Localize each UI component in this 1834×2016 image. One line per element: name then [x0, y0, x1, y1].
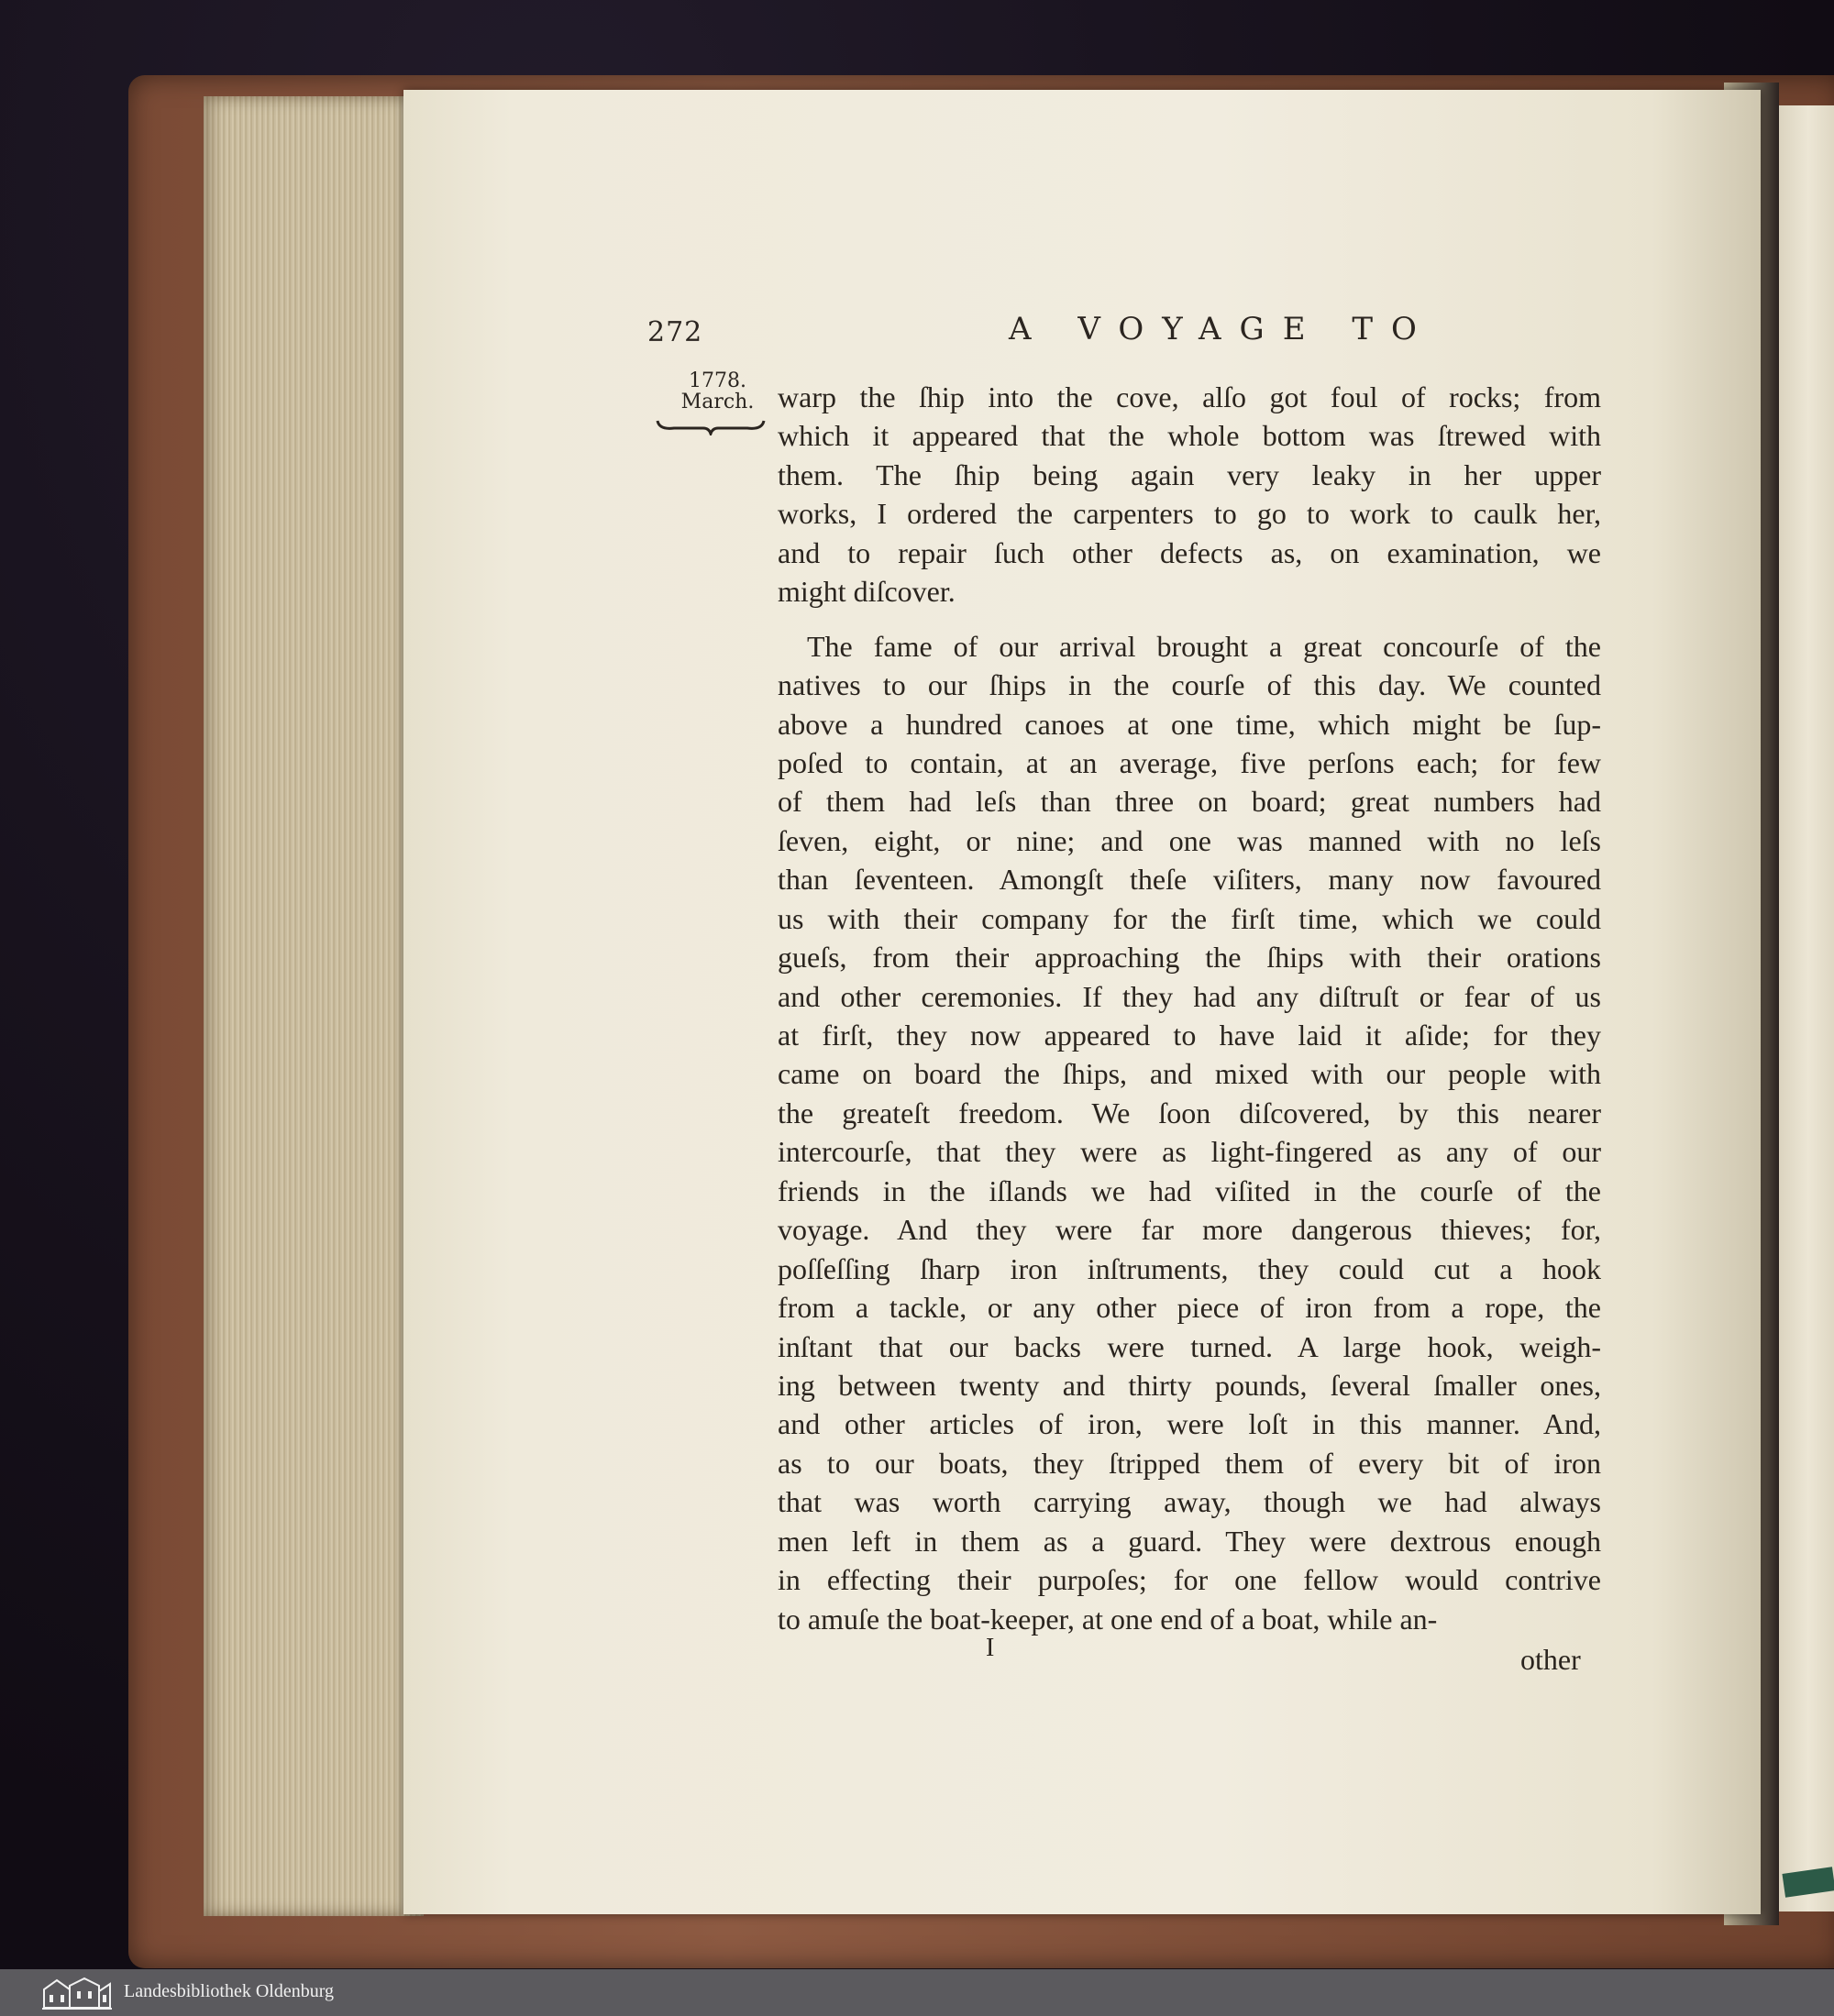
- text-line: came on board the ſhips, and mixed with our people with: [778, 1057, 1601, 1091]
- text-line: and to repair ſuch other defects as, on examination, we: [778, 535, 1601, 569]
- page-number: 272: [647, 316, 703, 348]
- text-line: above a hundred canoes at one time, which might be ſup-: [778, 707, 1601, 741]
- text-line: friends in the iſlands we had viſited in the courſe of the: [778, 1173, 1601, 1207]
- text-line: works, I ordered the carpenters to go to work to caulk her,: [778, 497, 1601, 531]
- paragraph-2: [778, 627, 1601, 1638]
- library-building-icon: [40, 1975, 114, 2011]
- text-line: than ſeventeen. Amongſt theſe viſiters, many now favoured: [778, 863, 1601, 897]
- brace-ornament: [656, 417, 766, 435]
- running-head: A VOYAGE TO: [1009, 311, 1435, 347]
- text-line: which it appeared that the whole bottom was ſtrewed with: [778, 419, 1601, 453]
- marginal-year: 1778.: [689, 369, 746, 392]
- text-line: poſſeſſing ſharp iron inſtruments, they could cut a hook: [778, 1251, 1601, 1285]
- facing-page-edge: [1772, 105, 1834, 1911]
- body-text: [778, 378, 1601, 1638]
- library-name: Landesbibliothek Oldenburg: [124, 1981, 335, 2001]
- page-header: [0, 311, 1834, 353]
- text-line: men left in them as a guard. They were dextrous enough: [778, 1524, 1601, 1558]
- text-line: us with their company for the firſt time, which we could: [778, 901, 1601, 935]
- text-line: inſtant that our backs were turned. A large hook, weigh-: [778, 1329, 1601, 1363]
- text-line: The fame of our arrival brought a great concourſe of the: [807, 629, 1601, 663]
- text-line: that was worth carrying away, though we had always: [778, 1485, 1601, 1519]
- catchword: other: [1520, 1643, 1581, 1676]
- text-line: as to our boats, they ſtripped them of every bit of iron: [778, 1446, 1601, 1480]
- marginal-month: March.: [680, 391, 755, 413]
- text-line: from a tackle, or any other piece of iron from a rope, the: [778, 1291, 1601, 1325]
- text-line: natives to our ſhips in the courſe of this day. We counted: [778, 668, 1601, 702]
- text-line: in effecting their purpoſes; for one fellow would contrive: [778, 1563, 1601, 1597]
- page-edges: [204, 96, 424, 1916]
- text-line: at firſt, they now appeared to have laid it aſide; for they: [778, 1019, 1601, 1052]
- text-line: intercourſe, that they were as light-fingered as any of our: [778, 1135, 1601, 1169]
- marginal-date-note: [674, 371, 761, 435]
- text-line: to amuſe the boat-keeper, at one end of a boat, while an-: [778, 1602, 1438, 1636]
- text-line: and other articles of iron, were loſt in this manner. And,: [778, 1407, 1601, 1441]
- text-line: of them had leſs than three on board; great numbers had: [778, 785, 1601, 819]
- text-line: the greateſt freedom. We ſoon diſcovered, by this nearer: [778, 1096, 1601, 1129]
- text-line: gueſs, from their approaching the ſhips with their orations: [778, 941, 1601, 975]
- text-line: poſed to contain, at an average, five perſons each; for few: [778, 745, 1601, 779]
- paragraph-gap: [778, 611, 1601, 627]
- text-line: might diſcover.: [778, 575, 956, 609]
- library-footer-bar: [0, 1969, 1834, 2016]
- text-line: ing between twenty and thirty pounds, ſeveral ſmaller ones,: [778, 1368, 1601, 1402]
- signature-mark: I: [986, 1634, 995, 1662]
- text-line: warp the ſhip into the cove, alſo got foul of rocks; from: [778, 380, 1601, 413]
- paragraph-1: [778, 378, 1601, 611]
- text-line: them. The ſhip being again very leaky in her upper: [778, 457, 1601, 491]
- text-line: ſeven, eight, or nine; and one was manned with no leſs: [778, 823, 1601, 857]
- text-line: and other ceremonies. If they had any diſtruſt or fear of us: [778, 979, 1601, 1013]
- text-line: voyage. And they were far more dangerous thieves; for,: [778, 1213, 1601, 1247]
